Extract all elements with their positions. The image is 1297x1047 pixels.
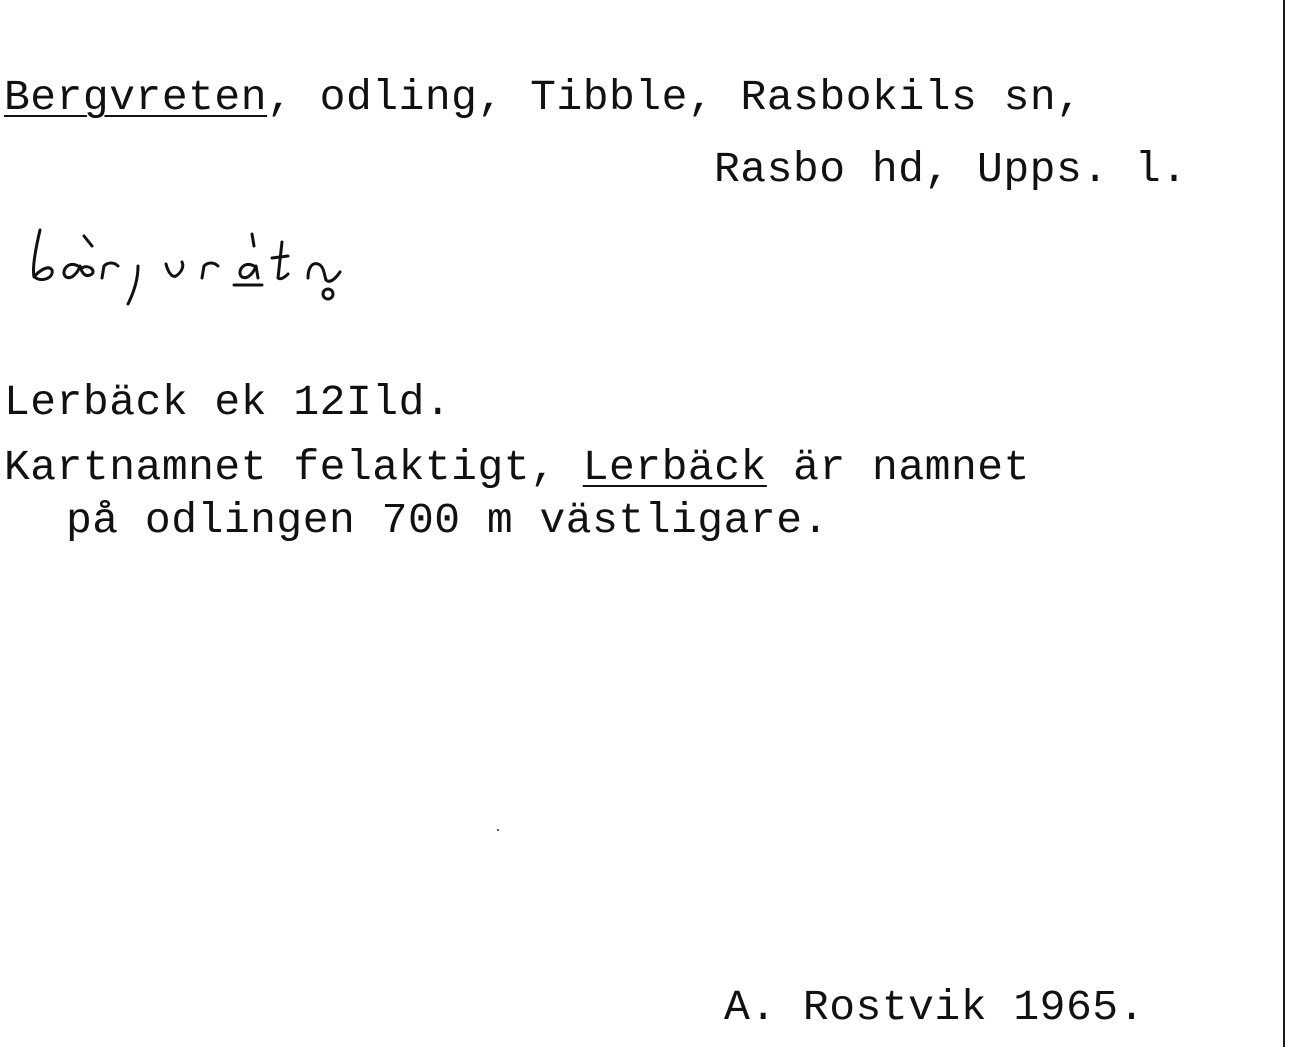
note-end: är namnet — [766, 443, 1030, 492]
signature: A. Rostvik 1965. — [724, 983, 1145, 1032]
heading-line — [4, 73, 1083, 122]
map-reference: Lerbäck ek 12Ild. — [4, 378, 452, 427]
pronunciation-handwriting — [26, 222, 371, 307]
headword: Bergvreten — [4, 73, 268, 122]
note-line-1 — [4, 443, 1030, 492]
location-line: Rasbo hd, Upps. l. — [714, 145, 1188, 194]
dust-speck — [497, 829, 499, 831]
note-start: Kartnamnet felaktigt, — [4, 443, 583, 492]
heading-rest: , odling, Tibble, Rasbokils sn, — [267, 73, 1083, 122]
card-right-edge — [1283, 0, 1285, 1047]
note-line-2: på odlingen 700 m västligare. — [66, 496, 829, 545]
note-underlined-name: Lerbäck — [582, 443, 767, 492]
